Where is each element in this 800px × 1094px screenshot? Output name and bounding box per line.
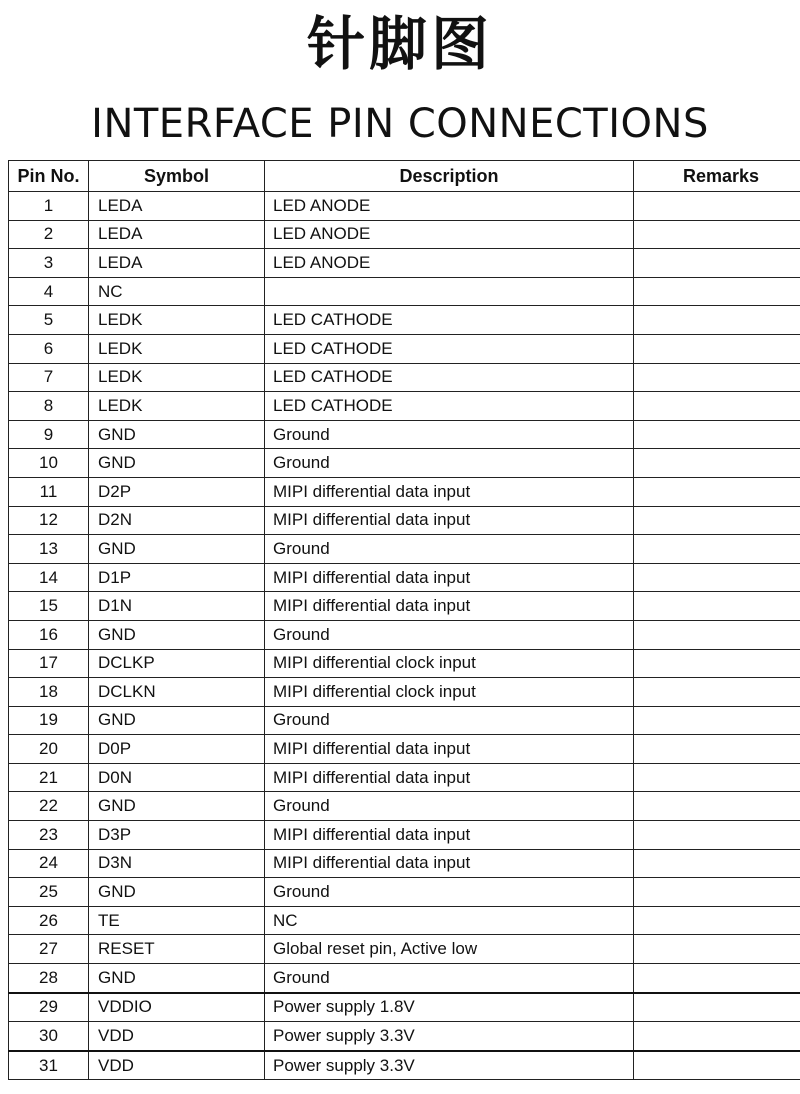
pin-number-cell: 30 bbox=[9, 1022, 89, 1051]
remarks-cell bbox=[634, 849, 800, 878]
pin-number-cell: 20 bbox=[9, 735, 89, 764]
pin-number-cell: 11 bbox=[9, 477, 89, 506]
symbol-cell: VDD bbox=[89, 1051, 265, 1080]
table-row bbox=[9, 935, 800, 964]
description-cell: Power supply 1.8V bbox=[265, 993, 634, 1022]
remarks-cell bbox=[634, 620, 800, 649]
table-row bbox=[9, 821, 800, 850]
description-cell: LED ANODE bbox=[265, 220, 634, 249]
pin-number-cell: 5 bbox=[9, 306, 89, 335]
page-title-english: INTERFACE PIN CONNECTIONS bbox=[91, 101, 709, 147]
pin-number-cell: 23 bbox=[9, 821, 89, 850]
symbol-cell: LEDK bbox=[89, 334, 265, 363]
symbol-cell: VDD bbox=[89, 1022, 265, 1051]
table-row bbox=[9, 392, 800, 421]
pin-table bbox=[8, 160, 800, 1080]
remarks-cell bbox=[634, 477, 800, 506]
pin-number-cell: 2 bbox=[9, 220, 89, 249]
header-symbol: Symbol bbox=[89, 161, 265, 192]
remarks-cell bbox=[634, 220, 800, 249]
symbol-cell: LEDA bbox=[89, 220, 265, 249]
pin-number-cell: 13 bbox=[9, 535, 89, 564]
remarks-cell bbox=[634, 735, 800, 764]
description-cell: Ground bbox=[265, 964, 634, 993]
symbol-cell: D1P bbox=[89, 563, 265, 592]
table-row bbox=[9, 792, 800, 821]
remarks-cell bbox=[634, 678, 800, 707]
description-cell: MIPI differential clock input bbox=[265, 678, 634, 707]
table-row bbox=[9, 363, 800, 392]
table-row bbox=[9, 906, 800, 935]
remarks-cell bbox=[634, 763, 800, 792]
header-pin-no: Pin No. bbox=[9, 161, 89, 192]
remarks-cell bbox=[634, 506, 800, 535]
symbol-cell: D2N bbox=[89, 506, 265, 535]
description-cell: LED CATHODE bbox=[265, 363, 634, 392]
pin-number-cell: 27 bbox=[9, 935, 89, 964]
description-cell bbox=[265, 277, 634, 306]
pin-table-body bbox=[9, 192, 800, 1080]
description-cell: Ground bbox=[265, 420, 634, 449]
table-row bbox=[9, 1051, 800, 1080]
remarks-cell bbox=[634, 334, 800, 363]
description-cell: Power supply 3.3V bbox=[265, 1022, 634, 1051]
description-cell: LED CATHODE bbox=[265, 306, 634, 335]
description-cell: LED ANODE bbox=[265, 192, 634, 221]
table-row bbox=[9, 277, 800, 306]
description-cell: Ground bbox=[265, 620, 634, 649]
remarks-cell bbox=[634, 821, 800, 850]
header-description: Description bbox=[265, 161, 634, 192]
table-row bbox=[9, 535, 800, 564]
pin-number-cell: 1 bbox=[9, 192, 89, 221]
table-row bbox=[9, 964, 800, 993]
remarks-cell bbox=[634, 449, 800, 478]
pin-number-cell: 31 bbox=[9, 1051, 89, 1080]
pin-number-cell: 19 bbox=[9, 706, 89, 735]
description-cell: MIPI differential data input bbox=[265, 506, 634, 535]
table-row bbox=[9, 706, 800, 735]
table-row bbox=[9, 420, 800, 449]
symbol-cell: DCLKP bbox=[89, 649, 265, 678]
remarks-cell bbox=[634, 993, 800, 1022]
page-title-chinese: 针脚图 bbox=[306, 10, 493, 78]
pin-number-cell: 16 bbox=[9, 620, 89, 649]
pin-number-cell: 18 bbox=[9, 678, 89, 707]
pin-number-cell: 24 bbox=[9, 849, 89, 878]
table-row bbox=[9, 449, 800, 478]
table-row bbox=[9, 592, 800, 621]
pin-number-cell: 4 bbox=[9, 277, 89, 306]
pin-number-cell: 21 bbox=[9, 763, 89, 792]
pin-number-cell: 22 bbox=[9, 792, 89, 821]
description-cell: NC bbox=[265, 906, 634, 935]
table-row bbox=[9, 849, 800, 878]
description-cell: LED CATHODE bbox=[265, 392, 634, 421]
remarks-cell bbox=[634, 878, 800, 907]
symbol-cell: GND bbox=[89, 620, 265, 649]
symbol-cell: D0N bbox=[89, 763, 265, 792]
symbol-cell: LEDK bbox=[89, 306, 265, 335]
pin-number-cell: 3 bbox=[9, 249, 89, 278]
pin-number-cell: 9 bbox=[9, 420, 89, 449]
remarks-cell bbox=[634, 592, 800, 621]
table-row bbox=[9, 506, 800, 535]
table-header-row bbox=[9, 161, 800, 192]
description-cell: MIPI differential data input bbox=[265, 477, 634, 506]
description-cell: Power supply 3.3V bbox=[265, 1051, 634, 1080]
description-cell: MIPI differential data input bbox=[265, 592, 634, 621]
remarks-cell bbox=[634, 935, 800, 964]
description-cell: Global reset pin, Active low bbox=[265, 935, 634, 964]
pin-number-cell: 25 bbox=[9, 878, 89, 907]
symbol-cell: LEDA bbox=[89, 249, 265, 278]
table-row bbox=[9, 192, 800, 221]
remarks-cell bbox=[634, 392, 800, 421]
table-row bbox=[9, 334, 800, 363]
table-row bbox=[9, 220, 800, 249]
table-row bbox=[9, 649, 800, 678]
symbol-cell: GND bbox=[89, 878, 265, 907]
header-remarks: Remarks bbox=[634, 161, 800, 192]
remarks-cell bbox=[634, 649, 800, 678]
pin-number-cell: 10 bbox=[9, 449, 89, 478]
table-row bbox=[9, 249, 800, 278]
remarks-cell bbox=[634, 706, 800, 735]
remarks-cell bbox=[634, 192, 800, 221]
pin-number-cell: 28 bbox=[9, 964, 89, 993]
description-cell: Ground bbox=[265, 878, 634, 907]
symbol-cell: GND bbox=[89, 535, 265, 564]
pin-number-cell: 8 bbox=[9, 392, 89, 421]
remarks-cell bbox=[634, 964, 800, 993]
description-cell: MIPI differential data input bbox=[265, 735, 634, 764]
pin-number-cell: 6 bbox=[9, 334, 89, 363]
symbol-cell: GND bbox=[89, 964, 265, 993]
table-row bbox=[9, 620, 800, 649]
pin-number-cell: 17 bbox=[9, 649, 89, 678]
description-cell: Ground bbox=[265, 792, 634, 821]
remarks-cell bbox=[634, 1051, 800, 1080]
symbol-cell: GND bbox=[89, 792, 265, 821]
remarks-cell bbox=[634, 906, 800, 935]
pin-number-cell: 26 bbox=[9, 906, 89, 935]
description-cell: Ground bbox=[265, 706, 634, 735]
symbol-cell: D0P bbox=[89, 735, 265, 764]
symbol-cell: NC bbox=[89, 277, 265, 306]
remarks-cell bbox=[634, 535, 800, 564]
symbol-cell: GND bbox=[89, 706, 265, 735]
symbol-cell: TE bbox=[89, 906, 265, 935]
table-row bbox=[9, 763, 800, 792]
description-cell: Ground bbox=[265, 535, 634, 564]
description-cell: Ground bbox=[265, 449, 634, 478]
table-row bbox=[9, 477, 800, 506]
remarks-cell bbox=[634, 277, 800, 306]
remarks-cell bbox=[634, 1022, 800, 1051]
symbol-cell: LEDA bbox=[89, 192, 265, 221]
remarks-cell bbox=[634, 363, 800, 392]
remarks-cell bbox=[634, 420, 800, 449]
table-row bbox=[9, 678, 800, 707]
symbol-cell: LEDK bbox=[89, 363, 265, 392]
table-row bbox=[9, 563, 800, 592]
table-row bbox=[9, 993, 800, 1022]
symbol-cell: LEDK bbox=[89, 392, 265, 421]
symbol-cell: VDDIO bbox=[89, 993, 265, 1022]
symbol-cell: D2P bbox=[89, 477, 265, 506]
pin-number-cell: 7 bbox=[9, 363, 89, 392]
pin-number-cell: 15 bbox=[9, 592, 89, 621]
symbol-cell: D3P bbox=[89, 821, 265, 850]
table-row bbox=[9, 306, 800, 335]
symbol-cell: GND bbox=[89, 449, 265, 478]
description-cell: LED CATHODE bbox=[265, 334, 634, 363]
description-cell: MIPI differential clock input bbox=[265, 649, 634, 678]
remarks-cell bbox=[634, 306, 800, 335]
description-cell: LED ANODE bbox=[265, 249, 634, 278]
description-cell: MIPI differential data input bbox=[265, 849, 634, 878]
remarks-cell bbox=[634, 249, 800, 278]
pin-number-cell: 29 bbox=[9, 993, 89, 1022]
description-cell: MIPI differential data input bbox=[265, 821, 634, 850]
remarks-cell bbox=[634, 792, 800, 821]
table-row bbox=[9, 878, 800, 907]
table-row bbox=[9, 1022, 800, 1051]
symbol-cell: D1N bbox=[89, 592, 265, 621]
symbol-cell: D3N bbox=[89, 849, 265, 878]
symbol-cell: GND bbox=[89, 420, 265, 449]
description-cell: MIPI differential data input bbox=[265, 763, 634, 792]
description-cell: MIPI differential data input bbox=[265, 563, 634, 592]
table-row bbox=[9, 735, 800, 764]
symbol-cell: RESET bbox=[89, 935, 265, 964]
symbol-cell: DCLKN bbox=[89, 678, 265, 707]
pin-number-cell: 12 bbox=[9, 506, 89, 535]
pin-number-cell: 14 bbox=[9, 563, 89, 592]
remarks-cell bbox=[634, 563, 800, 592]
